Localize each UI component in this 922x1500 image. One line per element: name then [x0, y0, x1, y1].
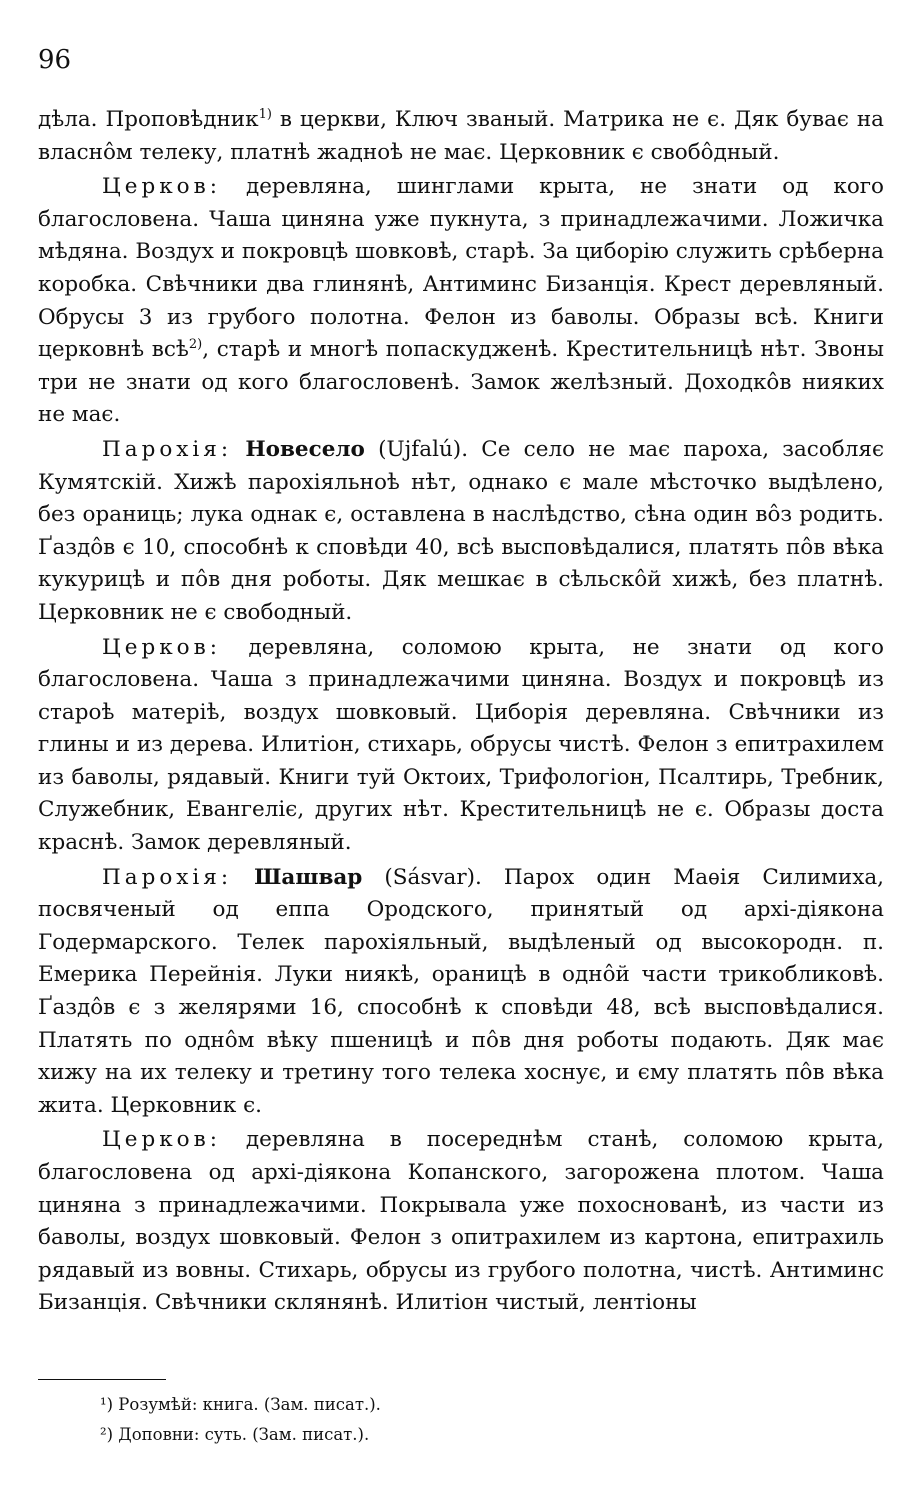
- paragraph-text: (Sásvar). Парох один Маѳія Силимиха, посвяченый од еппа Ородского, принятый од архі-діякона Годермарского. Телек парохіяльный, выдѣленый од высокородн. п. Емерика Перейнія. Луки ниякѣ, ораницѣ в однôй части трикобликовѣ. Ґаздôв є з желярями 16, способнѣ к сповѣди 48, всѣ высповѣдалися. Платять по однôм вѣку пшеницѣ и пôв дня роботы подають. Дяк має хижу на их телеку и третину того телека хоснує, и єму платять пôв вѣка жита. Церковник є.: [38, 864, 884, 1118]
- section-heading: Церков:: [102, 174, 221, 200]
- section-heading: Церков:: [102, 1127, 221, 1153]
- paragraph-text: [232, 865, 254, 890]
- paragraph: [38, 104, 884, 169]
- paragraph-text: дѣла. Проповѣдник: [38, 107, 259, 132]
- section-heading: Парохія:: [102, 864, 233, 890]
- paragraph-text: [232, 437, 245, 462]
- paragraph: [38, 862, 884, 1123]
- section-heading: Церков:: [102, 634, 221, 660]
- body-text: [38, 104, 884, 1322]
- place-name: Шашвар: [254, 864, 363, 890]
- footnote-1: ¹) Розумѣй: книга. (Зам. писат.).: [100, 1395, 381, 1414]
- footnote-2: ²) Доповни: суть. (Зам. писат.).: [100, 1425, 370, 1444]
- paragraph: [38, 632, 884, 860]
- page-number: 96: [38, 45, 72, 75]
- paragraph-text: деревляна, соломою крыта, не знати од кого благословена. Чаша з принадлежачими циняна. Воздух и покровцѣ из староѣ матеріѣ, воздух шовковый. Циборія деревляна. Свѣчники из глины и из дерева. Илитіон, стихарь, обрусы чистѣ. Фелон з епитрахилем из баволы, рядавый. Книги туй Октоих, Трифологіон, Псалтирь, Требник, Служебник, Евангеліє, других нѣт. Крестительницѣ не є. Образы доста краснѣ. Замок деревляный.: [38, 634, 884, 856]
- footnote-ref: 2): [188, 337, 203, 352]
- section-heading: Парохія:: [102, 436, 233, 462]
- paragraph-text: деревляна, шинглами крыта, не знати од кого благословена. Чаша циняна уже пукнута, з принадлежачими. Ложичка мѣдяна. Воздух и покровцѣ шовковѣ, старѣ. За циборію служить срѣберна коробка. Свѣчники два глинянѣ, Антиминс Бизанція. Крест деревляный. Обрусы 3 из грубого полотна. Фелон из баволы. Образы всѣ. Книги церковнѣ всѣ: [38, 174, 884, 363]
- footnote-divider: [38, 1379, 166, 1380]
- footnotes: [100, 1390, 880, 1450]
- place-name: Новесело: [245, 436, 365, 462]
- paragraph-text: (Ujfalú). Се село не має пароха, засобляє Кумятскій. Хижѣ парохіяльноѣ нѣт, однако є мале мѣсточко выдѣлено, без ораниць; лука однак є, оставлена в наслѣдство, сѣна один вôз родить. Ґаздôв є 10, способнѣ к сповѣди 40, всѣ высповѣдалися, платять пôв вѣка кукурицѣ и пôв дня роботы. Дяк мешкає в сѣльскôй хижѣ, без платнѣ. Церковник не є свободный.: [38, 436, 885, 625]
- paragraph: [38, 171, 884, 432]
- paragraph: [38, 1124, 884, 1320]
- paragraph: [38, 434, 884, 630]
- paragraph-text: деревляна в посереднѣм станѣ, соломою крыта, благословена од архі-діякона Копанского, загорожена плотом. Чаша циняна з принадлежачими. Покрывала уже похоснованѣ, из части из баволы, воздух шовковый. Фелон з опитрахилем из картона, епитрахиль рядавый из вовны. Стихарь, обрусы из грубого полотна, чистѣ. Антиминс Бизанція. Свѣчники склянянѣ. Илитіон чистый, лентіоны: [38, 1127, 884, 1316]
- paragraph-text: , старѣ и многѣ попаскудженѣ. Крестительницѣ нѣт. Звоны три не знати од кого благословенѣ. Замок желѣзный. Доходкôв нияких не має.: [38, 337, 884, 428]
- footnote-ref: 1): [258, 106, 272, 122]
- paragraph-text: в церкви, Ключ званый. Матрика не є. Дяк буває на власнôм телеку, платнѣ жаднoѣ не має. Церковник є свобôдный.: [38, 107, 884, 165]
